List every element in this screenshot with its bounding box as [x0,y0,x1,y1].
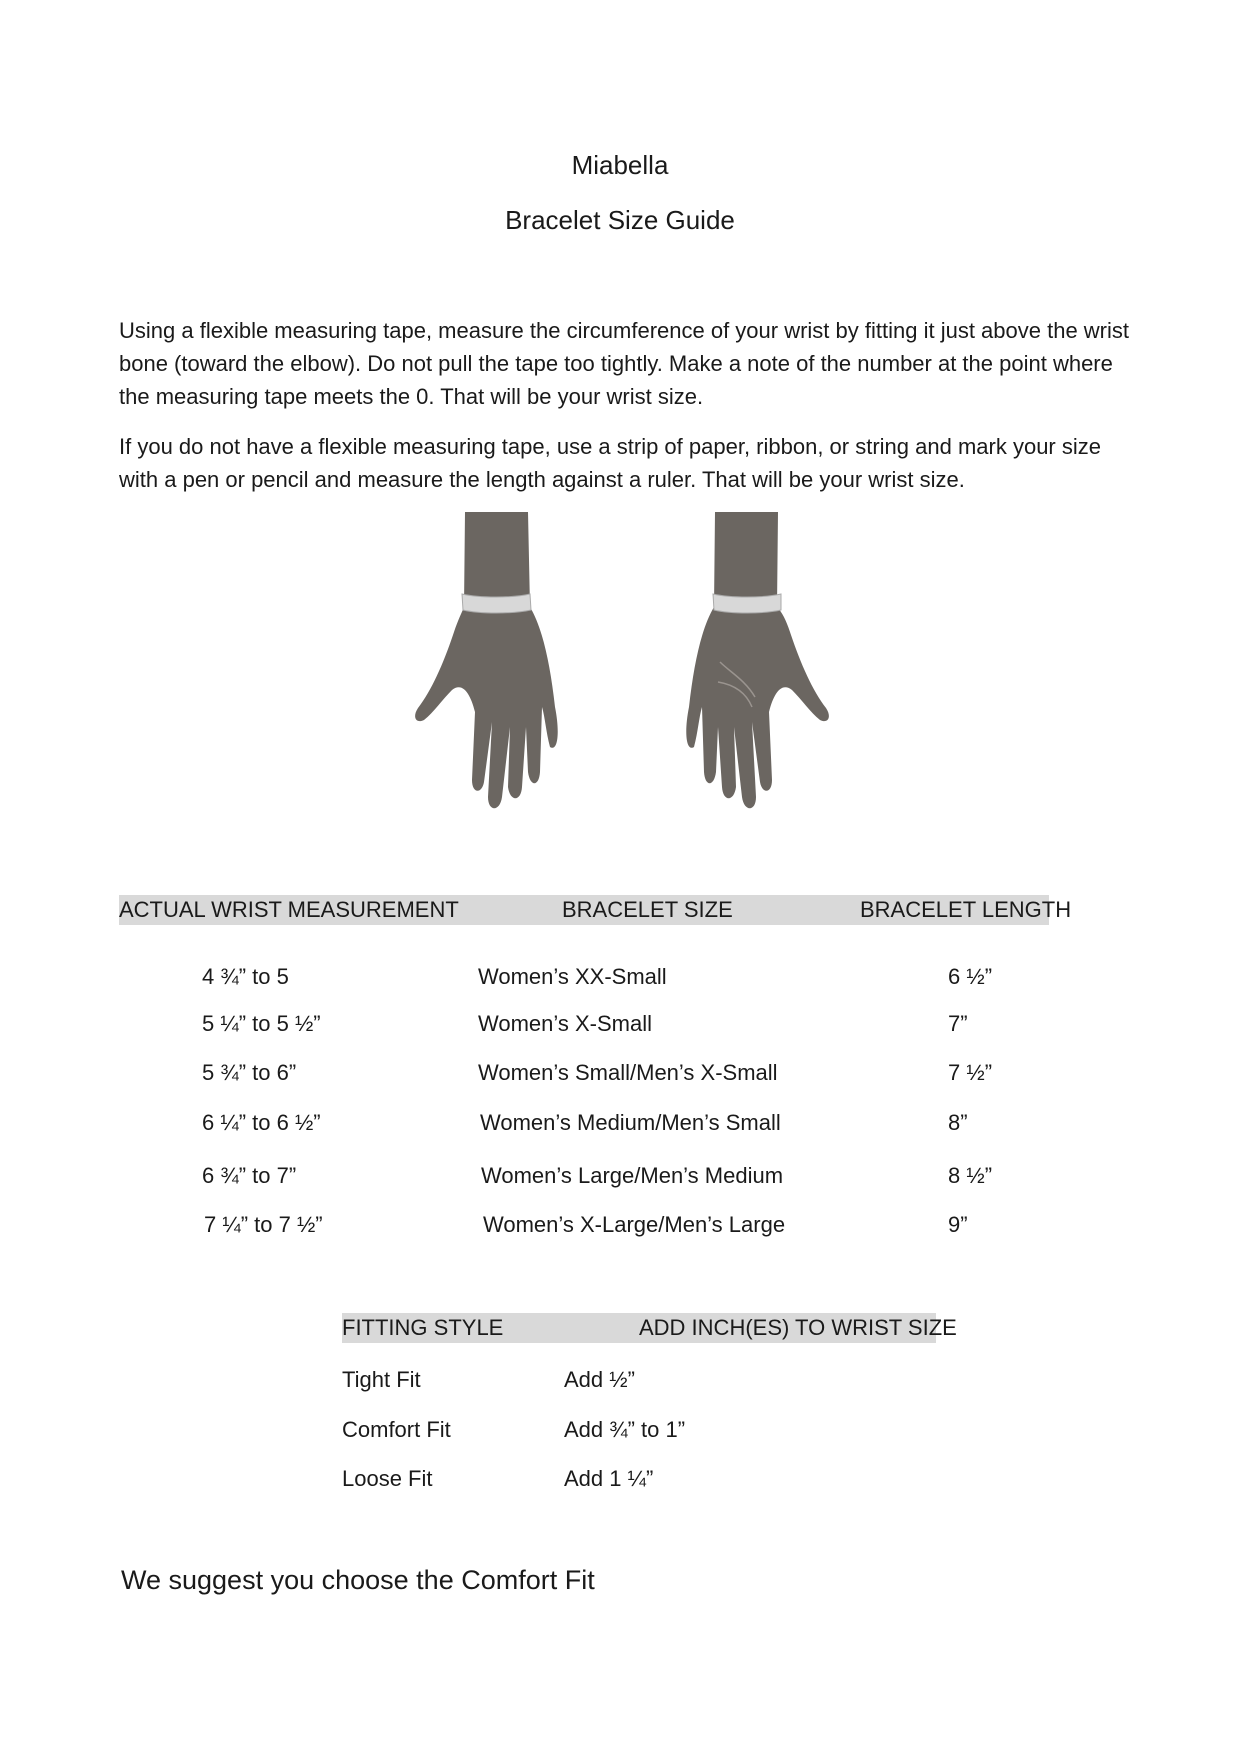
right-hand [686,512,829,808]
bracelet-length-cell: 6 ½” [948,964,993,989]
fit-add-cell: Add ½” [564,1367,635,1392]
fit-style-cell: Loose Fit [342,1466,433,1491]
fit-table-header-style: FITTING STYLE [342,1315,504,1340]
bracelet-length-cell: 8 ½” [948,1163,993,1188]
instruction-paragraph-2: If you do not have a flexible measuring tape, use a strip of paper, ribbon, or string and mark your size with a pen or pencil and measure the length against a ruler. That will be your wrist size. [119,434,1101,492]
wrist-measurement-cell: 6 ¼” to 6 ½” [202,1110,321,1135]
bracelet-size-cell: Women’s Small/Men’s X-Small [478,1060,778,1085]
size-table-header-size: BRACELET SIZE [562,897,733,922]
bracelet-length-cell: 8” [948,1110,968,1135]
bracelet-length-cell: 7 ½” [948,1060,993,1085]
fit-style-cell: Comfort Fit [342,1417,451,1442]
hands-with-bracelet-illustration [400,512,860,830]
bracelet-size-cell: Women’s X-Small [478,1011,653,1036]
fit-table-header-add: ADD INCH(ES) TO WRIST SIZE [639,1315,957,1340]
fit-style-cell: Tight Fit [342,1367,421,1392]
brand-name: Miabella [571,150,669,180]
bracelet-size-cell: Women’s Large/Men’s Medium [481,1163,784,1188]
fit-add-cell: Add 1 ¼” [564,1466,654,1491]
comfort-fit-suggestion: We suggest you choose the Comfort Fit [121,1565,595,1595]
wrist-measurement-cell: 6 ¾” to 7” [202,1163,297,1188]
wrist-measurement-cell: 5 ¼” to 5 ½” [202,1011,321,1036]
wrist-measurement-cell: 7 ¼” to 7 ½” [204,1212,323,1237]
page-title: Bracelet Size Guide [505,205,735,235]
wrist-measurement-cell: 4 ¾” to 5 [202,964,289,989]
bracelet-length-cell: 9” [948,1212,968,1237]
bracelet-size-cell: Women’s X-Large/Men’s Large [483,1212,786,1237]
left-hand [415,512,558,808]
size-table-header-wrist: ACTUAL WRIST MEASUREMENT [119,897,459,922]
fit-add-cell: Add ¾” to 1” [564,1417,686,1442]
bracelet-length-cell: 7” [948,1011,968,1036]
instruction-paragraph-1: Using a flexible measuring tape, measure the circumference of your wrist by fitting it just above the wrist bone (toward the elbow). Do not pull the tape too tightly. Make a note of the number at the point where the measuring tape meets the 0. That will be your wrist size. [119,318,1130,409]
wrist-measurement-cell: 5 ¾” to 6” [202,1060,297,1085]
size-table-header-length: BRACELET LENGTH [860,897,1072,922]
bracelet-size-cell: Women’s Medium/Men’s Small [480,1110,781,1135]
bracelet-size-cell: Women’s XX-Small [478,964,667,989]
